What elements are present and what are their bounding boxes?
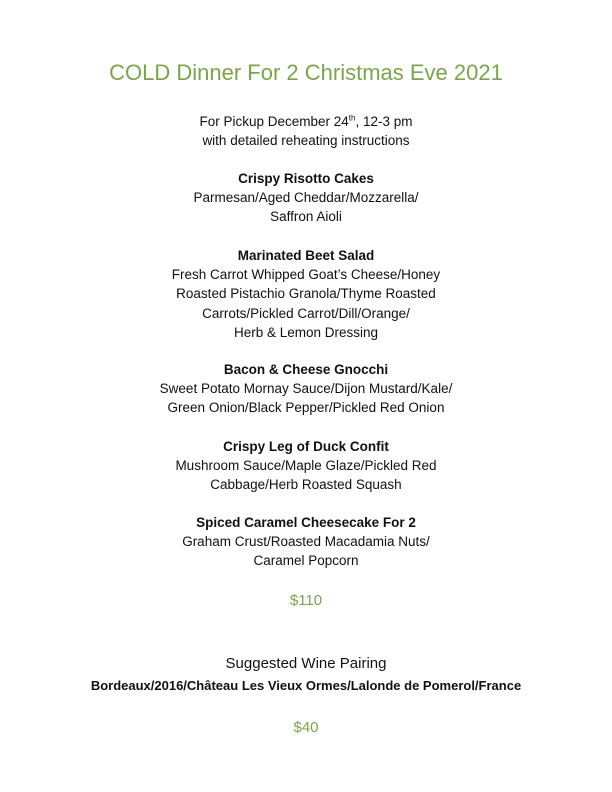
course-desc-line: Herb & Lemon Dressing bbox=[233, 324, 379, 340]
course-desc-line: Caramel Popcorn bbox=[253, 553, 359, 569]
wine-pairing-detail: Bordeaux/2016/Château Les Vieux Ormes/Lalonde de Pomerol/France bbox=[90, 678, 522, 693]
course-name: Crispy Leg of Duck Confit bbox=[223, 439, 389, 454]
course-desc-line: Roasted Pistachio Granola/Thyme Roasted bbox=[176, 286, 436, 302]
course-desc-line: Cabbage/Herb Roasted Squash bbox=[210, 477, 402, 493]
pickup-date-suffix: th bbox=[348, 113, 356, 123]
pickup-line-2: with detailed reheating instructions bbox=[202, 133, 410, 148]
course-desc-line: Sweet Potato Mornay Sauce/Dijon Mustard/Kale/ bbox=[159, 381, 453, 396]
pickup-info bbox=[0, 112, 612, 150]
course-beet-salad bbox=[0, 246, 612, 342]
course-desc-line: Parmesan/Aged Cheddar/Mozzarella/ bbox=[193, 190, 419, 205]
course-desc-line: Carrots/Pickled Carrot/Dill/Orange/ bbox=[202, 305, 410, 321]
menu-title: COLD Dinner For 2 Christmas Eve 2021 bbox=[109, 60, 503, 85]
course-name: Crispy Risotto Cakes bbox=[238, 171, 374, 186]
course-name: Spiced Caramel Cheesecake For 2 bbox=[196, 515, 416, 530]
course-cheesecake bbox=[0, 513, 612, 571]
pickup-date: For Pickup December 24 bbox=[199, 114, 349, 129]
course-desc-line: Green Onion/Black Pepper/Pickled Red Onion bbox=[167, 400, 445, 416]
course-desc-line: Mushroom Sauce/Maple Glaze/Pickled Red bbox=[175, 458, 437, 473]
course-name: Marinated Beet Salad bbox=[237, 248, 375, 263]
wine-price: $40 bbox=[293, 719, 319, 736]
wine-pairing-heading: Suggested Wine Pairing bbox=[225, 655, 387, 672]
course-name: Bacon & Cheese Gnocchi bbox=[223, 362, 389, 377]
course-duck-confit bbox=[0, 437, 612, 495]
pickup-time: , 12-3 pm bbox=[355, 114, 413, 129]
course-desc-line: Fresh Carrot Whipped Goat’s Cheese/Honey bbox=[171, 267, 441, 282]
course-desc-line: Graham Crust/Roasted Macadamia Nuts/ bbox=[182, 534, 430, 549]
pickup-line-1 bbox=[0, 112, 612, 131]
course-gnocchi bbox=[0, 360, 612, 418]
course-risotto-cakes bbox=[0, 169, 612, 227]
dinner-price: $110 bbox=[289, 592, 323, 609]
course-desc-line: Saffron Aioli bbox=[270, 209, 342, 225]
